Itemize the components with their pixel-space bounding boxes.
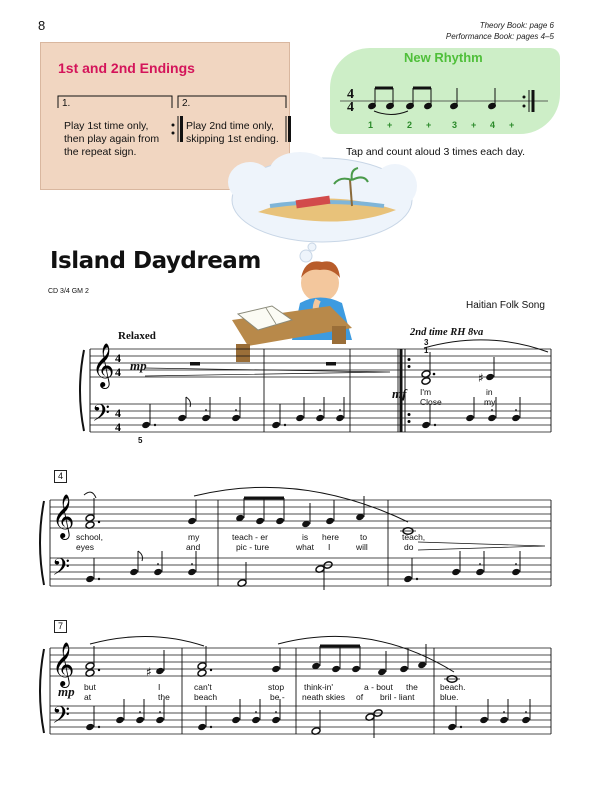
lyric: bril - liant	[380, 692, 415, 702]
first-ending-label: 1.	[62, 98, 71, 109]
lyric: my	[188, 532, 200, 542]
dynamic-mp: mp	[130, 358, 147, 373]
dynamic-mp: mp	[58, 684, 75, 699]
svg-text:4: 4	[115, 406, 121, 420]
lyric: be -	[270, 692, 285, 702]
second-ending-label: 2.	[182, 98, 191, 109]
rhythm-time-signature: 4 4	[347, 87, 354, 115]
first-ending-text: Play 1st time only, then play again from the repeat sign.	[64, 120, 160, 158]
lyric: blue.	[440, 692, 459, 702]
song-title: Island Daydream	[50, 248, 261, 274]
svg-text:♯: ♯	[478, 371, 484, 385]
performance-book-ref: Performance Book: pages 4–5	[445, 32, 554, 41]
treble-staff	[50, 648, 551, 676]
lyric: I	[158, 682, 161, 692]
lyric: but	[84, 682, 96, 692]
treble-clef-icon: 𝄞	[52, 642, 75, 686]
treble-clef-icon: 𝄞	[92, 343, 115, 387]
lyric: the	[158, 692, 170, 702]
lyric: to	[360, 532, 368, 542]
rh-fingering-bottom: 1	[424, 346, 429, 355]
lyric: a - bout	[364, 682, 393, 692]
cd-track-info: CD 3/4 GM 2	[48, 288, 89, 295]
lyric: I	[328, 542, 331, 552]
lyric: at	[84, 692, 92, 702]
measure-number: 7	[54, 620, 67, 633]
bass-clef-icon: 𝄢	[52, 701, 71, 734]
lyric: stop	[268, 682, 285, 692]
lyric: teach,	[402, 532, 426, 542]
treble-notes	[271, 644, 427, 676]
rhythm-title: New Rhythm	[404, 50, 483, 65]
composer: Haitian Folk Song	[466, 300, 545, 311]
dynamic-mf: mf	[392, 386, 407, 401]
svg-text:♯: ♯	[146, 665, 152, 679]
lyric: will	[356, 542, 368, 552]
rh-fingering-top: 3	[424, 338, 429, 347]
svg-text:4: 4	[115, 351, 121, 365]
lyric: here	[322, 532, 340, 542]
sharp-note	[146, 650, 165, 679]
bass-staff	[50, 706, 551, 734]
endings-title: 1st and 2nd Endings	[58, 60, 195, 76]
second-ending-text: Play 2nd time only, skipping 1st ending.	[186, 120, 279, 145]
theory-book-ref: Theory Book: page 6	[479, 21, 554, 30]
bass-notes	[85, 699, 531, 731]
lyric: the	[406, 682, 418, 692]
octave-marking: 2nd time RH 8va	[410, 327, 484, 338]
bass-clef-icon: 𝄢	[92, 399, 111, 432]
phrase-slur	[90, 636, 204, 646]
tempo-marking: Relaxed	[118, 330, 156, 342]
measure-number: 4	[54, 470, 67, 483]
lyric: my	[484, 397, 496, 407]
bass-clef-icon: 𝄢	[52, 553, 71, 586]
lyric: teach - er	[232, 532, 268, 542]
svg-text:4: 4	[115, 420, 121, 434]
lyric: beach.	[440, 682, 466, 692]
bar-lines	[50, 648, 551, 734]
lh-fingering: 5	[138, 436, 143, 445]
lyric: can't	[194, 682, 212, 692]
lyric: do	[404, 542, 414, 552]
lyric: pic - ture	[236, 542, 270, 552]
lyric: and	[186, 542, 201, 552]
lyric: neath skies	[302, 692, 345, 702]
rhythm-instruction: Tap and count aloud 3 times each day.	[346, 146, 526, 158]
lyric: school,	[76, 532, 103, 542]
lyric: eyes	[76, 542, 94, 552]
lyric: of	[356, 692, 364, 702]
lyric: in	[486, 387, 493, 397]
grand-staff-brace	[40, 649, 44, 733]
lyric: think-in'	[304, 682, 334, 692]
lyric: Close	[420, 397, 442, 407]
svg-text:4: 4	[115, 365, 121, 379]
lyric: I'm	[420, 387, 432, 397]
lyric: beach	[194, 692, 218, 702]
treble-clef-icon: 𝄞	[52, 494, 75, 538]
lyric: is	[302, 532, 309, 542]
lyric: what	[296, 542, 314, 552]
page-number: 8	[38, 18, 46, 33]
phrase-slur-2	[278, 636, 454, 672]
